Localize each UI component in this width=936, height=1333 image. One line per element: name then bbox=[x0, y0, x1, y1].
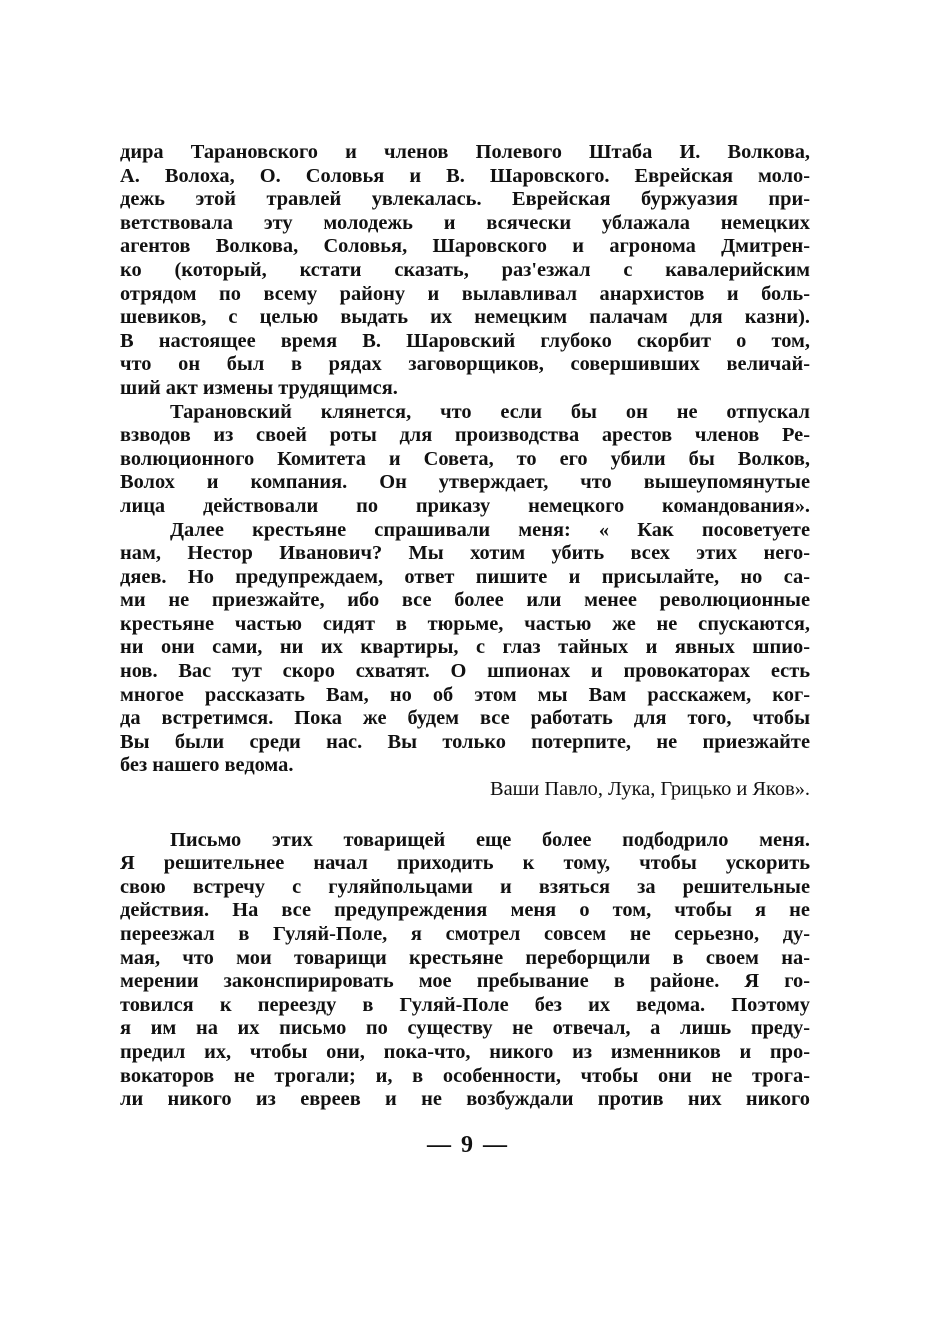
text-line: отрядом по всему району и вылавливал анархистов и боль- bbox=[120, 282, 810, 305]
text-line: взводов из своей роты для производства арестов членов Ре- bbox=[120, 424, 810, 447]
text-line: агентов Волкова, Соловья, Шаровского и агронома Дмитрен- bbox=[120, 235, 810, 258]
text-line: действия. На все предупреждения меня о том, чтобы я не bbox=[120, 899, 810, 922]
text-line: предил их, чтобы они, пока-что, никого из изменников и про- bbox=[120, 1040, 810, 1063]
text-line: что он был в рядах заговорщиков, совершивших величай- bbox=[120, 353, 810, 376]
text-line: Далее крестьяне спрашивали меня: « Как посоветуете bbox=[170, 518, 810, 541]
text-line: ший акт измены трудящимся. bbox=[120, 376, 398, 399]
text-line: дежь этой травлей увлекалась. Еврейская буржуазия при- bbox=[120, 188, 810, 211]
text-line: ми не приезжайте, ибо все более или менее революционные bbox=[120, 589, 810, 612]
text-line: переезжал в Гуляй-Поле, я смотрел совсем не серьезно, ду- bbox=[120, 923, 810, 945]
text-line: без нашего ведома. bbox=[120, 754, 294, 777]
text-line: лица действовали по приказу немецкого командования». bbox=[120, 494, 810, 517]
text-line: товился к переезду в Гуляй-Поле без их ведома. Поэтому bbox=[120, 993, 810, 1016]
page-body bbox=[120, 141, 810, 1112]
text-line: многое рассказать Вам, но об этом мы Вам расскажем, ког- bbox=[120, 683, 810, 706]
text-line: вокаторов не трогали; и, в особенности, чтобы они не трога- bbox=[120, 1064, 810, 1087]
text-line: нов. Вас тут скоро схватят. О шпионах и провокаторах есть bbox=[120, 660, 810, 683]
paragraph-1 bbox=[120, 141, 810, 401]
text-line: шевиков, с целью выдать их немецким палачам для казни). bbox=[120, 306, 810, 329]
paragraph-4 bbox=[120, 829, 810, 1112]
text-line: дира Тарановского и членов Полевого Штаба И. Волкова, bbox=[120, 141, 810, 163]
text-line: я им на их письмо по существу не отвечал, а лишь преду- bbox=[120, 1017, 810, 1040]
text-line: дяев. Но предупреждаем, ответ пишите и присылайте, но са- bbox=[120, 565, 810, 588]
text-line: Я решительнее начал приходить к тому, чтобы ускорить bbox=[120, 852, 810, 875]
text-line: волюционного Комитета и Совета, то его убили бы Волков, bbox=[120, 447, 810, 470]
paragraph-2 bbox=[120, 401, 810, 519]
text-line: крестьяне частью сидят в тюрьме, частью же не спускаются, bbox=[120, 612, 810, 635]
section-gap bbox=[120, 802, 810, 829]
paragraph-3 bbox=[120, 519, 810, 779]
page-number: — 9 — bbox=[427, 1132, 509, 1158]
text-line: Письмо этих товарищей еще более подбодрило меня. bbox=[170, 828, 810, 851]
text-line: мая, что мои товарищи крестьяне переборщили в своем на- bbox=[120, 946, 810, 969]
text-line: А. Волоха, О. Соловья и В. Шаровского. Еврейская моло- bbox=[120, 164, 810, 187]
text-line: нам, Нестор Иванович? Мы хотим убить всех этих него- bbox=[120, 542, 810, 565]
text-line: Вы были среди нас. Вы только потерпите, не приезжайте bbox=[120, 730, 810, 753]
text-line: мерении законспирировать мое пребывание в районе. Я го- bbox=[120, 970, 810, 993]
text-line: ко (который, кстати сказать, раз'езжал с кавалерийским bbox=[120, 258, 810, 281]
text-line: свою встречу с гуляйпольцами и взяться за решительные bbox=[120, 875, 810, 898]
text-line: ни они сами, ни их квартиры, с глаз тайных и явных шпио- bbox=[120, 636, 810, 659]
letter-signature: Ваши Павло, Лука, Грицько и Яков». bbox=[489, 778, 810, 801]
text-line: ли никого из евреев и не возбуждали против них никого bbox=[120, 1088, 810, 1111]
text-line: да встретимся. Пока же будем все работать для того, чтобы bbox=[120, 707, 810, 730]
text-line: Тарановский клянется, что если бы он не отпускал bbox=[170, 400, 810, 423]
text-line: Волох и компания. Он утверждает, что вышеупомянутые bbox=[120, 471, 810, 494]
text-line: В настоящее время В. Шаровский глубоко скорбит о том, bbox=[120, 329, 810, 352]
text-line: ветствовала эту молодежь и всячески ублажала немецких bbox=[120, 211, 810, 234]
